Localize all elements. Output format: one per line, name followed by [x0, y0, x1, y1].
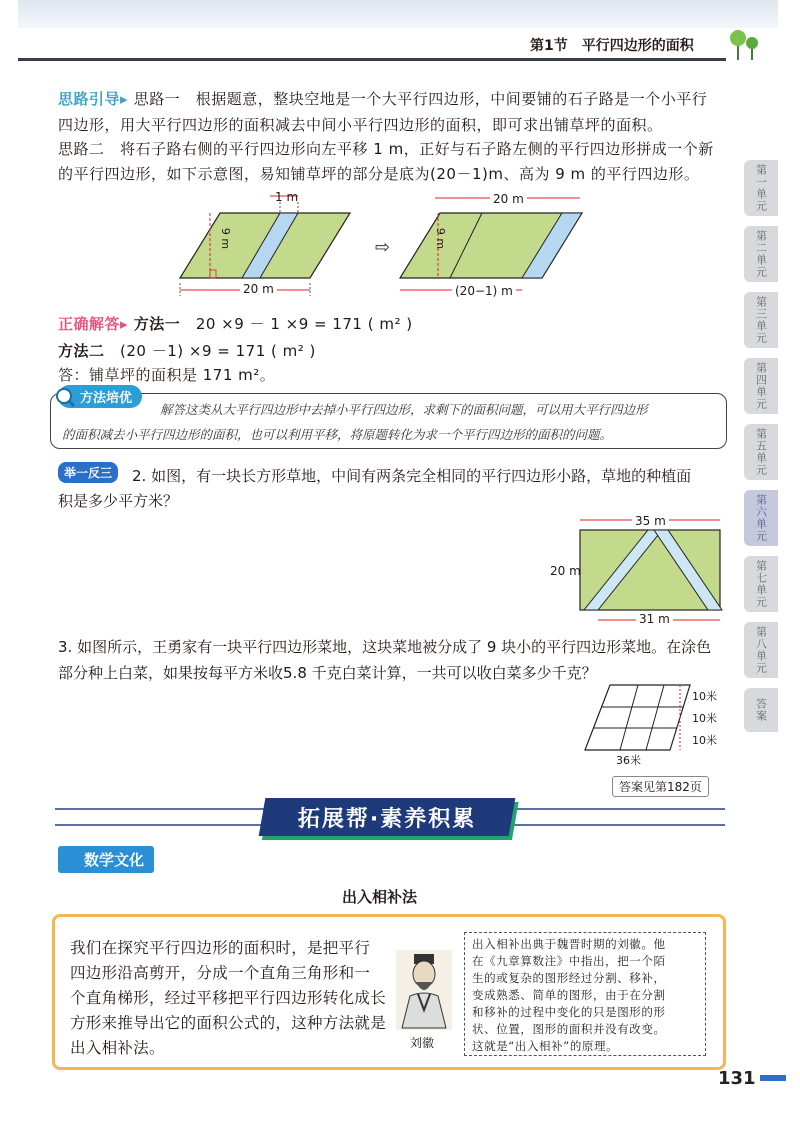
q2-bottom-label: 31 m: [636, 612, 673, 626]
tab-unit-6[interactable]: 第六单元: [744, 490, 778, 546]
culture-text-3: 个直角梯形，经过平移把平行四边形转化成长: [70, 989, 387, 1007]
q3-line-2: 部分种上白菜，如果按每平方米收5.8 千克白菜计算，一共可以收白菜多少千克？: [58, 664, 597, 682]
magnifier-icon: [54, 386, 76, 408]
portrait-caption: 刘徽: [410, 1036, 435, 1050]
fig1-left-bottom-label: 20 m: [240, 282, 277, 296]
answer-tag: 正确解答: [58, 315, 121, 333]
q3-line-1: 3. 如图所示，王勇家有一块平行四边形菜地，这块菜地被分成了 9 块小的平行四边形菜地。在涂色: [58, 638, 712, 656]
note-line-5: 和移补的过程中变化的只是图形的形: [472, 1005, 666, 1019]
extension-banner: 拓展帮·素养积累: [259, 798, 516, 836]
tree-icon: [724, 28, 764, 62]
page-number-bar: [760, 1075, 786, 1081]
q2-line-2: 积是多少平方米？: [58, 492, 179, 510]
thinking-line-2: 四边形，用大平行四边形的面积减去中间小平行四边形的面积，即可求出铺草坪的面积。: [58, 116, 663, 134]
answer-conclusion: 答：铺草坪的面积是 171 m²。: [58, 366, 276, 384]
tab-unit-1[interactable]: 第一单元: [744, 160, 778, 216]
culture-text-5: 出入相补法。: [70, 1039, 165, 1057]
answer-line-1: 正确解答▸ 方法一 20 ×9 － 1 ×9 = 171 ( m² ): [58, 315, 413, 333]
tab-unit-7[interactable]: 第七单元: [744, 556, 778, 612]
thinking-line-4: 的平行四边形，如下示意图，易知铺草坪的部分是底为(20－1)m、高为 9 m 的平行四边形。: [58, 165, 700, 183]
thinking-line-3: 思路二 将石子路右侧的平行四边形向左平移 1 m，正好与石子路左侧的平行四边形拼成一个新: [58, 140, 714, 158]
section-title: 第1节 平行四边形的面积: [530, 38, 694, 54]
method-tag: 方法培优: [58, 385, 142, 408]
answer-reference[interactable]: 答案见第182页: [612, 776, 709, 797]
tab-unit-8[interactable]: 第八单元: [744, 622, 778, 678]
translation-figure: [170, 188, 610, 303]
note-line-2: 在《九章算数注》中指出，把一个陌: [472, 954, 666, 968]
note-line-1: 出入相补出典于魏晋时期的刘徽。他: [472, 937, 666, 951]
method-line-2: 的面积减去小平行四边形的面积，也可以利用平移，将原题转化为求一个平行四边形的面积的问题。: [62, 427, 613, 442]
tab-unit-5[interactable]: 第五单元: [744, 424, 778, 480]
header-rule: [18, 58, 726, 61]
note-line-7: 这就是“出入相补”的原理。: [472, 1039, 619, 1053]
q3-bottom-label: 36米: [616, 754, 641, 767]
page-number: 131: [718, 1068, 756, 1089]
fig1-right-top-label: 20 m: [490, 192, 527, 206]
method-line-1: 解答这类从大平行四边形中去掉小平行四边形，求剩下的面积问题，可以用大平行四边形: [160, 402, 648, 417]
culture-text-4: 方形来推导出它的面积公式的，这种方法就是: [70, 1014, 387, 1032]
q2-left-label: 20 m: [550, 564, 581, 578]
q2-line-1: 2. 如图，有一块长方形草地，中间有两条完全相同的平行四边形小路，草地的种植面: [132, 467, 692, 485]
q3-right-label-3: 10米: [692, 734, 717, 747]
fig1-left-height-label: 9 m: [219, 227, 233, 250]
header-band: [18, 0, 778, 28]
q2-top-label: 35 m: [632, 514, 669, 528]
culture-text-1: 我们在探究平行四边形的面积时，是把平行: [70, 939, 371, 957]
liu-hui-portrait: [396, 950, 452, 1030]
q3-right-label-1: 10米: [692, 690, 717, 703]
thinking-tag: 思路引导: [58, 90, 121, 108]
jyfs-badge: 举一反三: [58, 462, 118, 483]
note-line-6: 状、位置，图形的面积并没有改变。: [472, 1022, 666, 1036]
math-culture-tag: 数学文化: [58, 846, 154, 873]
fig1-right-height-label: 9 m: [434, 227, 448, 250]
tab-unit-3[interactable]: 第三单元: [744, 292, 778, 348]
culture-text-2: 四边形沿高剪开，分成一个直角三角形和一: [70, 964, 371, 982]
note-line-3: 生的或复杂的图形经过分割、移补，: [472, 971, 666, 985]
q3-figure: [580, 680, 700, 760]
q3-right-label-2: 10米: [692, 712, 717, 725]
fig1-right-bottom-label: (20−1) m: [452, 284, 516, 298]
tab-unit-2[interactable]: 第二单元: [744, 226, 778, 282]
answer-line-2: 方法二 (20 －1) ×9 = 171 ( m² ): [58, 342, 316, 360]
note-line-4: 变成熟悉、简单的图形，由于在分割: [472, 988, 666, 1002]
thinking-line-1: 思路引导▸ 思路一 根据题意，整块空地是一个大平行四边形，中间要铺的石子路是一个小平行: [58, 90, 708, 108]
tab-answers[interactable]: 答案: [744, 688, 778, 732]
fig1-left-top-label: 1 m: [275, 190, 299, 204]
culture-title: 出入相补法: [342, 888, 418, 906]
tab-unit-4[interactable]: 第四单元: [744, 358, 778, 414]
transform-arrow: ⇨: [375, 237, 391, 258]
